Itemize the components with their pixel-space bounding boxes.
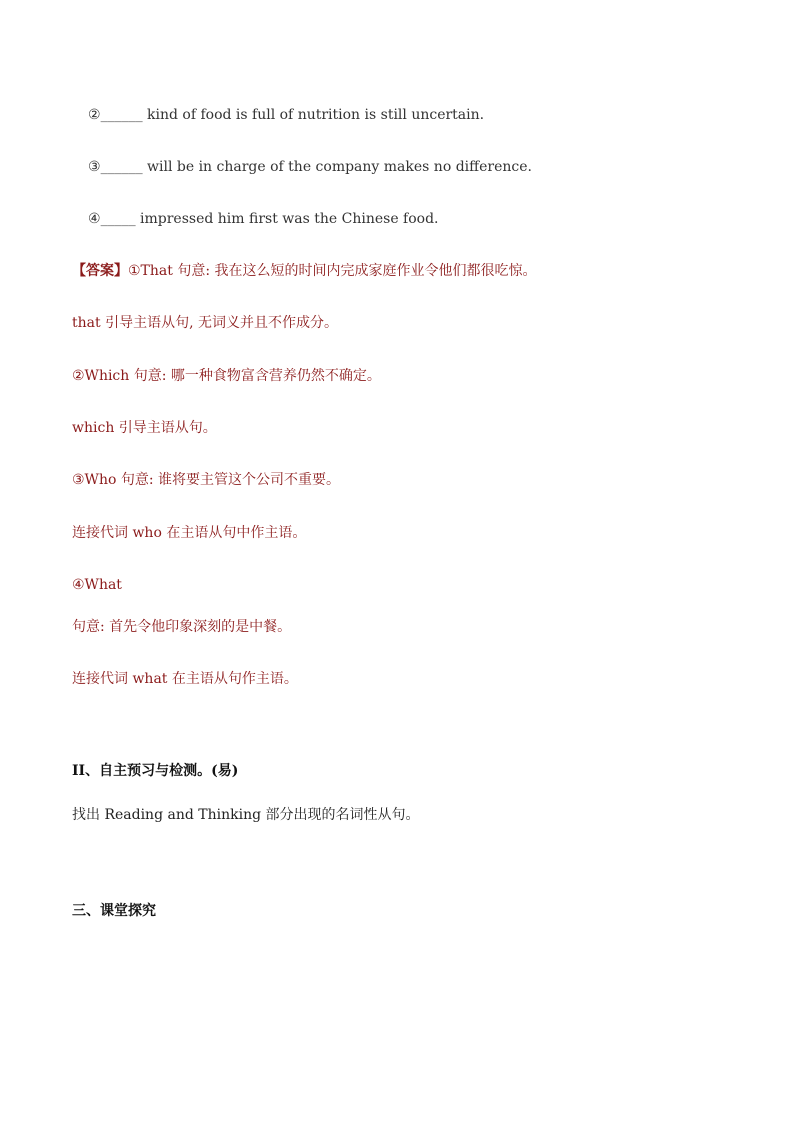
answer-line: which 引导主语从句。	[72, 420, 217, 436]
question-text: ______ kind of food is full of nutrition is still uncertain.	[100, 107, 485, 123]
question-4	[88, 209, 439, 229]
question-number: ④	[88, 211, 101, 227]
question-2	[88, 105, 484, 125]
question-number: ③	[88, 159, 101, 175]
answer-heading: 【答案】	[72, 263, 128, 279]
answer-line: 连接代词 what 在主语从句作主语。	[72, 671, 298, 687]
question-3	[88, 157, 532, 177]
section-2-title: II、自主预习与检测。(易)	[72, 763, 239, 779]
section-2-instruction: 找出 Reading and Thinking 部分出现的名词性从句。	[72, 807, 420, 823]
answer-line: 连接代词 who 在主语从句中作主语。	[72, 525, 307, 541]
answer-line: ①That 句意: 我在这么短的时间内完成家庭作业令他们都很吃惊。	[128, 263, 537, 279]
answer-line: ②Which 句意: 哪一种食物富含营养仍然不确定。	[72, 368, 381, 384]
answer-line: ③Who 句意: 谁将要主管这个公司不重要。	[72, 472, 341, 488]
answer-first-line	[72, 261, 537, 281]
answer-line: that 引导主语从句, 无词义并且不作成分。	[72, 315, 338, 331]
question-text: ______ will be in charge of the company makes no difference.	[100, 159, 532, 175]
answer-line: 句意: 首先令他印象深刻的是中餐。	[72, 619, 292, 635]
question-number: ②	[88, 107, 101, 123]
question-text: _____ impressed him first was the Chinese food.	[100, 211, 439, 227]
answer-line: ④What	[72, 577, 122, 593]
section-3-title: 三、课堂探究	[72, 903, 156, 919]
